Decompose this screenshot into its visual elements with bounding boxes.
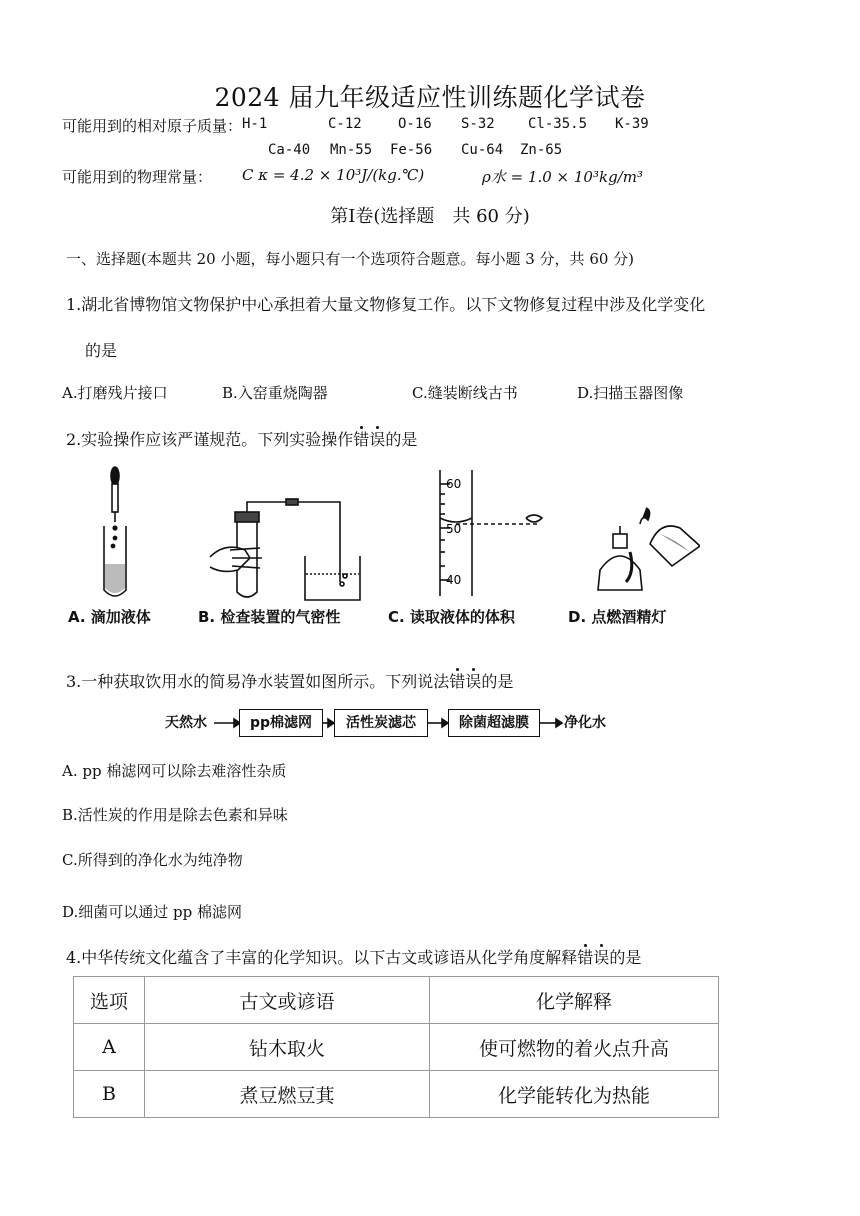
table-header-cell: 化学解释 — [430, 977, 719, 1024]
q1-option-b: B.入窑重烧陶器 — [222, 384, 328, 402]
q2-emph-2: 误 — [369, 430, 386, 449]
q2-stem-prefix: 2.实验操作应该严谨规范。下列实验操作 — [66, 430, 354, 449]
q3-emph-1: 错 — [449, 672, 466, 691]
q4-stem-suffix: 的是 — [609, 948, 642, 967]
flow-box-pp: pp棉滤网 — [239, 709, 323, 737]
atomic-mass-o: O-16 — [398, 116, 432, 132]
cylinder-tick-60: 60 — [446, 477, 462, 491]
q4-table — [73, 976, 719, 1118]
q4-emph-1: 错 — [577, 948, 594, 967]
dropper-and-test-tube-illustration — [104, 467, 126, 596]
q2-caption-a: A. 滴加液体 — [68, 608, 151, 626]
q1-option-d: D.扫描玉器图像 — [577, 384, 684, 402]
section-instruction: 一、选择题(本题共 20 小题，每小题只有一个选项符合题意。每小题 3 分，共 60 分) — [66, 250, 635, 268]
q2-stem — [66, 427, 417, 450]
atomic-mass-cl: Cl-35.5 — [528, 116, 588, 132]
alcohol-lamps-illustration — [598, 508, 700, 590]
q4-stem-prefix: 4.中华传统文化蕴含了丰富的化学知识。以下古文或谚语从化学角度解释 — [66, 948, 578, 967]
table-row — [74, 1071, 719, 1118]
atomic-mass-zn: Zn-65 — [520, 142, 563, 158]
cylinder-tick-40: 40 — [446, 573, 462, 587]
table-row — [74, 1024, 719, 1071]
q2-stem-suffix: 的是 — [385, 430, 418, 449]
table-cell: B — [74, 1071, 145, 1118]
q1-option-c: C.缝装断线古书 — [412, 384, 518, 402]
table-cell: 化学能转化为热能 — [430, 1071, 719, 1118]
q2-caption-c: C. 读取液体的体积 — [388, 608, 515, 626]
table-cell: 使可燃物的着火点升高 — [430, 1024, 719, 1071]
q2-emph-1: 错 — [353, 430, 370, 449]
q3-option-b: B.活性炭的作用是除去色素和异味 — [62, 806, 288, 824]
table-header-cell: 古文或谚语 — [145, 977, 430, 1024]
physics-const-rho: ρ水 = 1.0 × 10³kg/m³ — [482, 168, 643, 186]
q3-option-c: C.所得到的净化水为纯净物 — [62, 851, 243, 869]
flow-box-membrane: 除菌超滤膜 — [448, 709, 540, 737]
flow-start: 天然水 — [165, 715, 207, 731]
q4-stem — [66, 945, 641, 968]
flow-end: 净化水 — [564, 715, 606, 731]
q1-stem-line2: 的是 — [85, 341, 118, 360]
q4-emph-2: 误 — [593, 948, 610, 967]
atomic-mass-k: K-39 — [615, 116, 649, 132]
atomic-mass-cu: Cu-64 — [461, 142, 504, 158]
atomic-mass-label: 可能用到的相对原子质量： — [62, 117, 243, 135]
atomic-mass-mn: Mn-55 — [330, 142, 373, 158]
table-header-row — [74, 977, 719, 1024]
q2-caption-b: B. 检查装置的气密性 — [198, 608, 341, 626]
physics-const-label: 可能用到的物理常量： — [62, 168, 213, 186]
q1-stem-line1: 1.湖北省博物馆文物保护中心承担着大量文物修复工作。以下文物修复过程中涉及化学变化 — [66, 295, 706, 314]
q3-option-a: A. pp 棉滤网可以除去难溶性杂质 — [62, 762, 287, 780]
atomic-mass-ca: Ca-40 — [268, 142, 311, 158]
airtightness-check-illustration — [210, 499, 360, 600]
section-title: 第Ⅰ卷(选择题 共 60 分) — [330, 206, 530, 227]
table-cell: 煮豆燃豆萁 — [145, 1071, 430, 1118]
table-header-cell: 选项 — [74, 977, 145, 1024]
q1-option-a: A.打磨残片接口 — [62, 384, 168, 402]
atomic-mass-fe: Fe-56 — [390, 142, 433, 158]
atomic-mass-s: S-32 — [461, 116, 495, 132]
cylinder-tick-50: 50 — [446, 522, 462, 536]
q2-figure — [60, 462, 700, 604]
q3-emph-2: 误 — [465, 672, 482, 691]
q3-option-d: D.细菌可以通过 pp 棉滤网 — [62, 903, 243, 921]
q3-stem-suffix: 的是 — [481, 672, 514, 691]
physics-const-c: C κ = 4.2 × 10³J/(kg.℃) — [242, 166, 425, 184]
flow-box-carbon: 活性炭滤芯 — [334, 709, 428, 737]
exam-title: 2024 届九年级适应性训练题化学试卷 — [214, 83, 646, 112]
q2-caption-d: D. 点燃酒精灯 — [568, 608, 667, 626]
atomic-mass-c: C-12 — [328, 116, 362, 132]
table-cell: A — [74, 1024, 145, 1071]
table-cell: 钻木取火 — [145, 1024, 430, 1071]
q3-stem-prefix: 3.一种获取饮用水的简易净水装置如图所示。下列说法 — [66, 672, 450, 691]
q3-stem — [66, 669, 513, 692]
atomic-mass-h: H-1 — [242, 116, 268, 132]
